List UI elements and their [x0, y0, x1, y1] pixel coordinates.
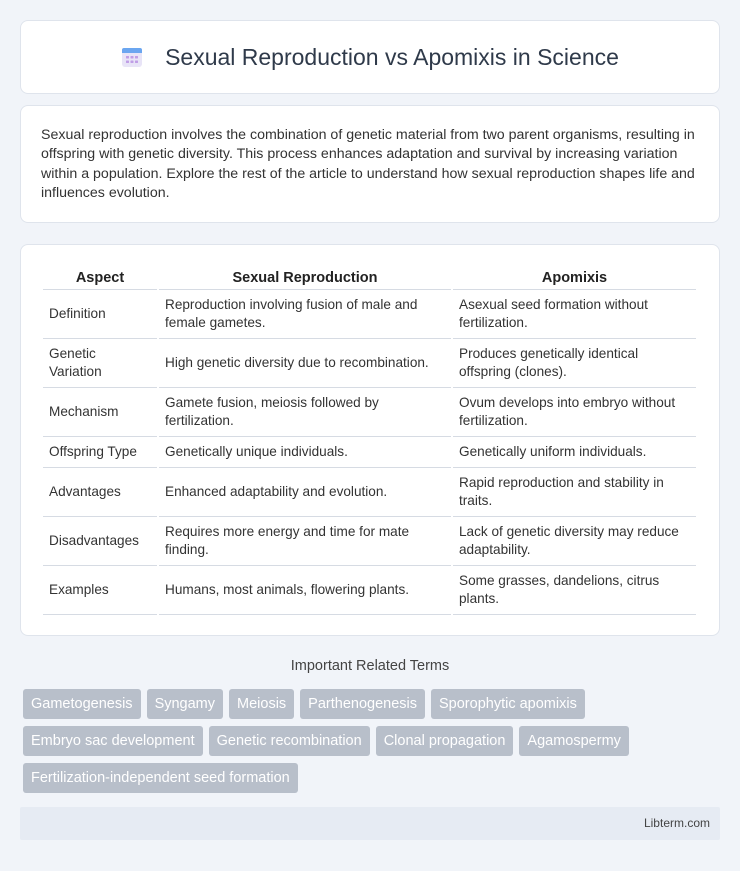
apomixis-cell: Ovum develops into embryo without fertilization.: [453, 388, 696, 437]
table-header-row: [43, 265, 696, 290]
calendar-icon: [121, 46, 143, 68]
apomixis-cell: Produces genetically identical offspring (clones).: [453, 339, 696, 388]
table-row: [43, 339, 696, 388]
term-tag[interactable]: Fertilization-independent seed formation: [23, 763, 298, 793]
footer-site-link[interactable]: Libterm.com: [643, 816, 710, 830]
apomixis-cell: Genetically uniform individuals.: [453, 437, 696, 468]
aspect-cell: Mechanism: [43, 388, 157, 437]
intro-card: [20, 105, 720, 223]
comparison-table: [41, 265, 698, 615]
table-row: [43, 388, 696, 437]
term-tag[interactable]: Gametogenesis: [23, 689, 141, 719]
term-tag[interactable]: Syngamy: [147, 689, 223, 719]
table-row: [43, 290, 696, 339]
table-row: [43, 566, 696, 615]
sexual-reproduction-cell: Humans, most animals, flowering plants.: [159, 566, 451, 615]
aspect-cell: Examples: [43, 566, 157, 615]
sexual-reproduction-cell: High genetic diversity due to recombination.: [159, 339, 451, 388]
term-tag[interactable]: Clonal propagation: [376, 726, 514, 756]
related-terms-list: [23, 689, 713, 793]
related-terms-heading: Important Related Terms: [290, 658, 450, 674]
table-row: [43, 517, 696, 566]
term-tag[interactable]: Parthenogenesis: [300, 689, 425, 719]
apomixis-cell: Some grasses, dandelions, citrus plants.: [453, 566, 696, 615]
page-title: Sexual Reproduction vs Apomixis in Science: [165, 43, 619, 70]
aspect-cell: Definition: [43, 290, 157, 339]
aspect-cell: Genetic Variation: [43, 339, 157, 388]
aspect-cell: Advantages: [43, 468, 157, 517]
term-tag[interactable]: Sporophytic apomixis: [431, 689, 585, 719]
table-row: [43, 437, 696, 468]
intro-paragraph: Sexual reproduction involves the combination of genetic material from two parent organisms, resulting in offspring with genetic diversity. This process enhances adaptation and survival by increasing variation within a population. Explore the rest of the article to understand how sexual reproduction shapes life and influences evolution.: [41, 127, 695, 202]
sexual-reproduction-cell: Enhanced adaptability and evolution.: [159, 468, 451, 517]
footer: [20, 807, 720, 840]
sexual-reproduction-cell: Genetically unique individuals.: [159, 437, 451, 468]
title-card: [20, 20, 720, 94]
column-header-sexual-reproduction: Sexual Reproduction: [159, 265, 451, 290]
sexual-reproduction-cell: Reproduction involving fusion of male and female gametes.: [159, 290, 451, 339]
sexual-reproduction-cell: Gamete fusion, meiosis followed by fertilization.: [159, 388, 451, 437]
aspect-cell: Disadvantages: [43, 517, 157, 566]
term-tag[interactable]: Embryo sac development: [23, 726, 203, 756]
table-row: [43, 468, 696, 517]
apomixis-cell: Rapid reproduction and stability in traits.: [453, 468, 696, 517]
term-tag[interactable]: Meiosis: [229, 689, 294, 719]
term-tag[interactable]: Agamospermy: [519, 726, 628, 756]
column-header-aspect: Aspect: [43, 265, 157, 290]
comparison-table-card: [20, 244, 720, 636]
sexual-reproduction-cell: Requires more energy and time for mate finding.: [159, 517, 451, 566]
apomixis-cell: Lack of genetic diversity may reduce adaptability.: [453, 517, 696, 566]
aspect-cell: Offspring Type: [43, 437, 157, 468]
apomixis-cell: Asexual seed formation without fertilization.: [453, 290, 696, 339]
column-header-apomixis: Apomixis: [453, 265, 696, 290]
term-tag[interactable]: Genetic recombination: [209, 726, 370, 756]
